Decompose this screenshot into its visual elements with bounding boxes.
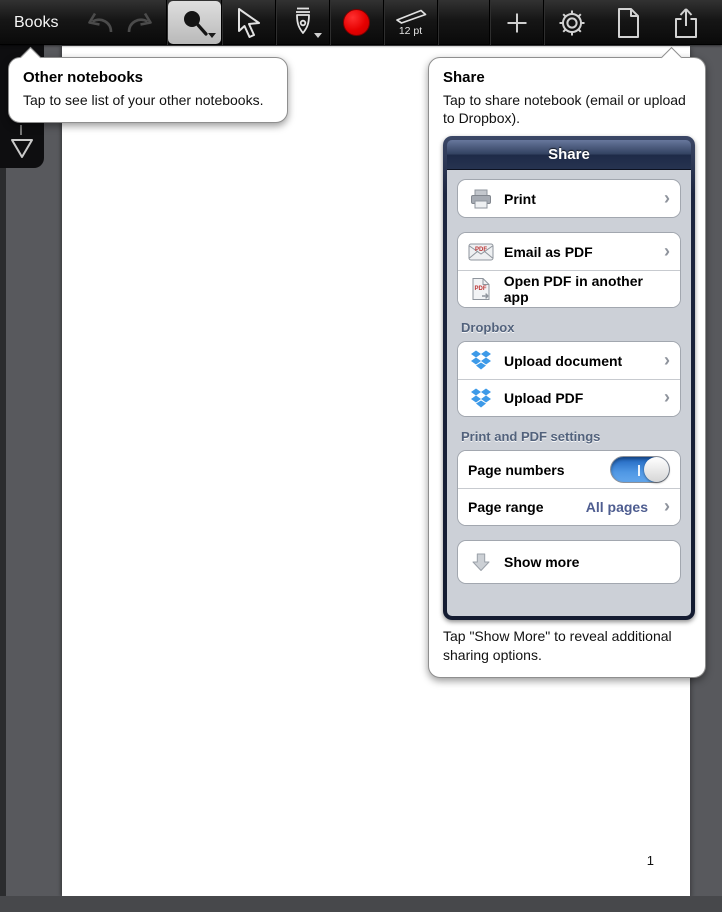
- share-callout: [428, 57, 706, 678]
- svg-text:PDF: PDF: [475, 246, 487, 253]
- settings-group: [457, 450, 681, 526]
- eraser-icon: [394, 8, 428, 24]
- separator: [166, 0, 167, 45]
- popover-content: [447, 170, 691, 616]
- tool-dropdown-indicator: [208, 33, 216, 38]
- dropbox-section-label: Dropbox: [461, 320, 515, 336]
- down-arrow-icon: [468, 551, 494, 573]
- page-range-value: All pages: [585, 499, 648, 516]
- cursor-tool-button[interactable]: [222, 0, 275, 45]
- chevron-right-icon: ›: [664, 187, 670, 208]
- magnifier-icon: [179, 7, 211, 39]
- row-label: Email as PDF: [504, 243, 593, 260]
- pen-dropdown-indicator: [314, 33, 322, 38]
- open-pdf-row[interactable]: [458, 270, 680, 307]
- separator: [437, 0, 438, 45]
- email-pdf-icon: [468, 242, 494, 262]
- row-label: Page range: [468, 499, 544, 516]
- show-more-group: [457, 540, 681, 584]
- upload-document-row[interactable]: [458, 342, 680, 379]
- pen-tool-button[interactable]: [276, 0, 329, 45]
- settings-button[interactable]: [546, 0, 598, 45]
- row-label: Upload PDF: [504, 390, 584, 407]
- toggle-on-mark: [638, 465, 640, 476]
- dropbox-icon: [468, 388, 494, 409]
- undo-button[interactable]: [78, 0, 118, 45]
- pages-button[interactable]: [602, 0, 654, 45]
- share-button[interactable]: [658, 0, 714, 45]
- print-group: [457, 179, 681, 218]
- callout-title: Share: [443, 69, 485, 86]
- callout-body: Tap to see list of your other notebooks.: [23, 92, 264, 108]
- popover-titlebar: Share: [447, 140, 691, 170]
- callout-title: Other notebooks: [23, 69, 144, 86]
- page-range-row[interactable]: [458, 488, 680, 525]
- add-page-button[interactable]: [490, 0, 543, 45]
- row-label: Upload document: [504, 352, 623, 369]
- email-as-pdf-row[interactable]: [458, 233, 680, 270]
- show-more-row[interactable]: [458, 541, 680, 583]
- print-pdf-settings-section-label: Print and PDF settings: [461, 429, 601, 445]
- color-swatch-button[interactable]: [330, 0, 383, 45]
- chevron-right-icon: ›: [664, 240, 670, 261]
- share-icon: [672, 7, 700, 39]
- left-edge-strip: [0, 45, 6, 912]
- toolbar: [0, 0, 722, 45]
- toggle-knob: [644, 457, 669, 482]
- eraser-size-label: 12 pt: [398, 25, 423, 37]
- chevron-right-icon: ›: [664, 349, 670, 370]
- plus-icon: [503, 9, 531, 37]
- page-numbers-toggle[interactable]: [610, 456, 670, 483]
- share-popover: [443, 136, 695, 620]
- chevron-right-icon: ›: [664, 496, 670, 517]
- books-button[interactable]: Books: [14, 13, 59, 31]
- page-number: 1: [646, 853, 654, 868]
- row-label: Show more: [504, 554, 580, 571]
- page-numbers-row: [458, 451, 680, 488]
- callout-caption: Tap "Show More" to reveal additional sharing options.: [443, 628, 672, 663]
- svg-text:PDF: PDF: [474, 286, 487, 293]
- other-notebooks-callout: [8, 57, 288, 123]
- redo-icon: [124, 10, 160, 36]
- bottom-edge-band: [0, 896, 722, 912]
- row-label: Print: [504, 190, 536, 207]
- document-icon: [615, 7, 641, 39]
- print-row[interactable]: [458, 180, 680, 217]
- open-pdf-icon: [468, 277, 494, 301]
- pdf-group: [457, 232, 681, 308]
- printer-icon: [468, 188, 494, 210]
- eraser-tool-button[interactable]: [384, 0, 437, 45]
- color-swatch-red: [343, 9, 370, 36]
- callout-body: Tap to share notebook (email or upload to Dropbox).: [443, 92, 686, 127]
- redo-button[interactable]: [122, 0, 162, 45]
- magnifier-tool-button[interactable]: [168, 1, 221, 44]
- dropbox-icon: [468, 350, 494, 371]
- cursor-icon: [234, 7, 264, 39]
- triangle-down-icon: [8, 137, 36, 161]
- dropbox-group: [457, 341, 681, 417]
- chevron-right-icon: ›: [664, 387, 670, 408]
- pull-tab-stem: [20, 125, 22, 135]
- separator: [543, 0, 544, 45]
- gear-icon: [557, 8, 587, 38]
- row-label: Page numbers: [468, 461, 565, 478]
- upload-pdf-row[interactable]: [458, 379, 680, 416]
- undo-icon: [80, 10, 116, 36]
- row-label: Open PDF in another app: [503, 273, 643, 306]
- pen-icon: [289, 6, 317, 40]
